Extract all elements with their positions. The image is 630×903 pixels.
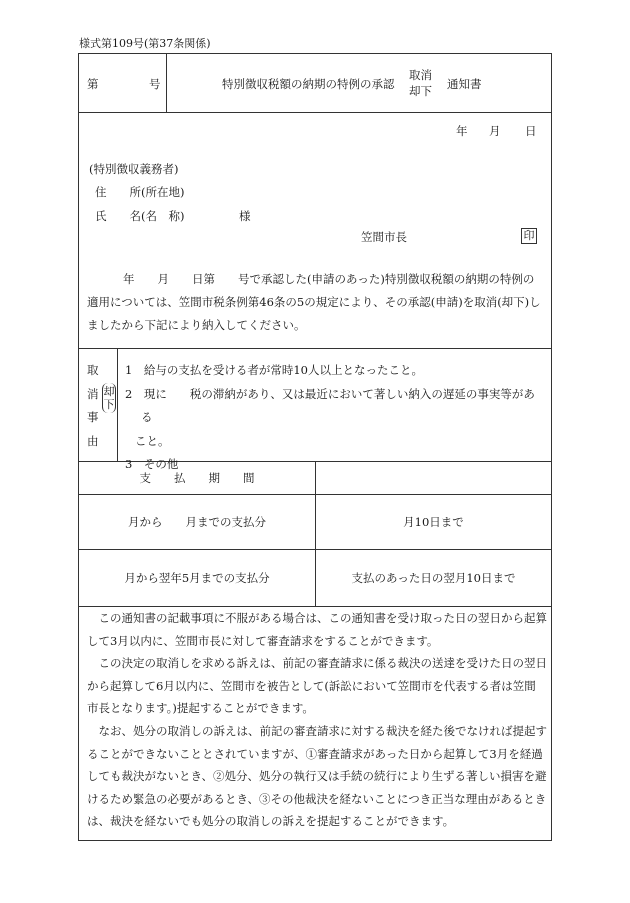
reason-list xyxy=(125,359,545,477)
reject-paren xyxy=(102,383,116,413)
date-day: 日 xyxy=(525,124,537,138)
title-suffix: 通知書 xyxy=(447,77,482,91)
number-prefix: 第 xyxy=(87,77,99,91)
reason-item-2: 2 現に 税の滞納があり、又は最近において著しい納入の遅延の事実等がある xyxy=(125,386,535,424)
payment-row-1 xyxy=(79,495,551,550)
notice-paragraph-1: この通知書の記載事項に不服がある場合は、この通知書を受け取った日の翌日から起算して3月以内に、笠間市長に対して審査請求をすることができます。 xyxy=(87,611,547,648)
body-line-2: 適用については、笠間市税条例第46条の5の規定により、その承認(申請)を取消(却下)し xyxy=(87,295,541,309)
notice-paragraph-3: なお、処分の取消しの訴えは、前記の審査請求に対する裁決を経た後でなければ提起することができないこととされていますが、①審査請求があった日から起算して3月を経過しても裁決がないとき、②処分、処分の執行又は手続の続行により生ずる著しい損害を避けるため緊急の必要があるとき、③その他裁決を経ないことにつき正当な理由があるときは、裁決を経ないでも処分の取消しの訴えを提起することができます。 xyxy=(87,723,547,829)
reason-label-char-3: 事 xyxy=(87,410,99,424)
body-line-1: 年 月 日第 号で承認した(申請のあった)特別徴収税額の納期の特例の xyxy=(123,272,535,286)
reason-label-char-4: 由 xyxy=(87,433,99,448)
notice-form xyxy=(78,53,552,841)
payment-period-header: 支 払 期 間 xyxy=(139,471,255,485)
seal-mark: 印 xyxy=(521,228,537,244)
reason-label-char-1: 取 xyxy=(87,363,99,377)
payment-due-1: 月10日まで xyxy=(403,515,464,529)
payment-row-2 xyxy=(79,550,551,607)
addressee-role: (特別徴収義務者) xyxy=(89,162,179,176)
option-reject: 却下 xyxy=(409,84,432,98)
payment-table-header xyxy=(79,462,551,495)
date-year: 年 xyxy=(456,124,468,138)
number-suffix: 号 xyxy=(149,77,161,91)
address-label: 住 所(所在地) xyxy=(95,185,185,199)
option-cancel: 取消 xyxy=(409,68,432,82)
reason-item-3: 3 その他 xyxy=(125,457,179,471)
payment-due-2: 支払のあった日の翌月10日まで xyxy=(351,571,516,585)
header-row xyxy=(79,54,551,113)
paren-char-bottom: 下 xyxy=(103,398,115,411)
payment-period-2: 月から翌年5月までの支払分 xyxy=(124,571,270,585)
body-line-3: ましたから下記により納入してください。 xyxy=(87,318,306,332)
date-month: 月 xyxy=(489,124,501,138)
paren-char-top: 却 xyxy=(103,385,115,398)
honorific: 様 xyxy=(239,209,251,223)
reason-item-1: 1 給与の支払を受ける者が常時10人以上となったこと。 xyxy=(125,363,423,377)
name-label: 氏 名(名 称) xyxy=(95,209,185,223)
issuer-name: 笠間市長 xyxy=(361,230,407,244)
notice-paragraph-2: この決定の取消しを求める訴えは、前記の審査請求に係る裁決の送達を受けた日の翌日から起算して6月以内に、笠間市を被告として(訴訟において笠間市を代表する者は笠間市長となります。)提起することができます。 xyxy=(87,656,547,716)
reasons-section xyxy=(79,349,551,471)
body-text xyxy=(87,268,547,337)
payment-period-1: 月から 月までの支払分 xyxy=(128,515,266,529)
form-number: 様式第109号(第37条関係) xyxy=(79,37,211,50)
addressee-section xyxy=(79,113,551,349)
legal-notice xyxy=(87,607,547,833)
reason-item-2-cont: こと。 xyxy=(135,433,170,448)
form-title: 特別徴収税額の納期の特例の承認 xyxy=(222,77,395,91)
reason-label-char-2: 消 xyxy=(87,386,99,401)
payment-due-header xyxy=(316,462,551,494)
